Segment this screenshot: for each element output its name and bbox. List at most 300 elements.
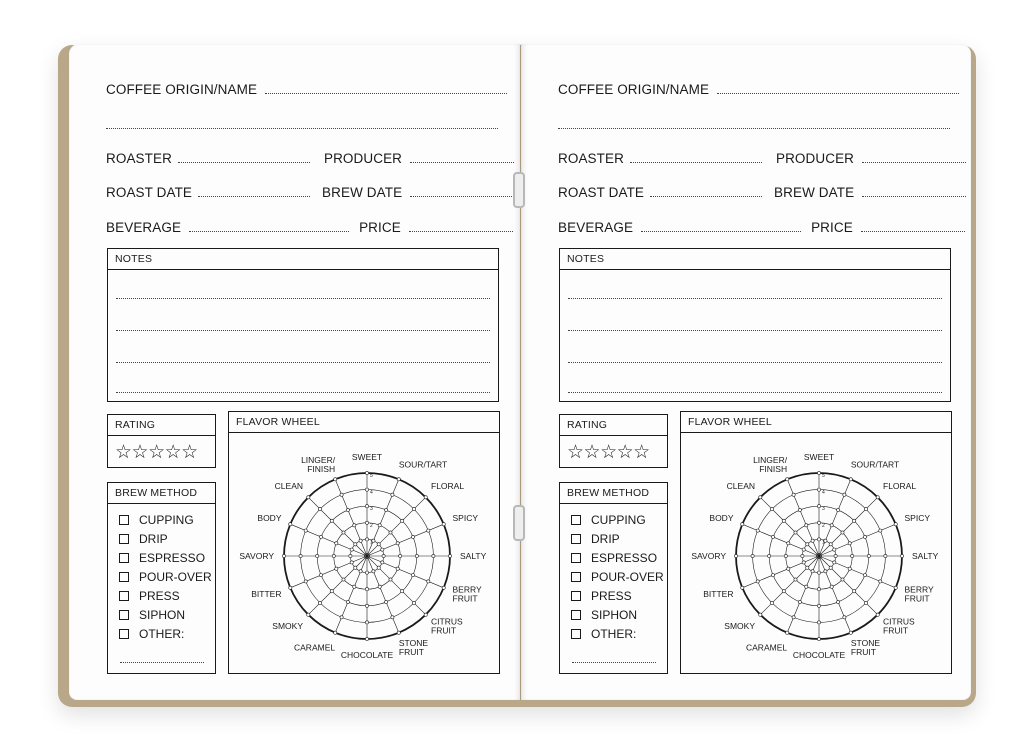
flavor-wheel-point[interactable] xyxy=(427,529,430,532)
flavor-wheel-point[interactable] xyxy=(412,507,415,510)
roaster-field[interactable] xyxy=(178,152,310,163)
flavor-wheel-point[interactable] xyxy=(853,590,856,593)
rating-label: RATING xyxy=(560,415,667,436)
flavor-wheel-point[interactable] xyxy=(782,590,785,593)
flavor-wheel-point[interactable] xyxy=(332,554,335,557)
flavor-attribute-label: CITRUS FRUIT xyxy=(431,616,463,636)
flavor-wheel-point[interactable] xyxy=(319,535,322,538)
flavor-wheel-scale-label: 5 xyxy=(822,473,825,479)
flavor-wheel-point[interactable] xyxy=(759,496,762,499)
flavor-wheel-point[interactable] xyxy=(401,590,404,593)
left-page xyxy=(69,44,520,700)
flavor-wheel-point[interactable] xyxy=(849,478,852,481)
rating-stars[interactable]: ☆☆☆☆☆ xyxy=(567,442,650,463)
checkbox[interactable] xyxy=(571,572,581,582)
notes-box[interactable] xyxy=(107,248,499,402)
flavor-wheel-point[interactable] xyxy=(792,493,795,496)
notes-box[interactable] xyxy=(559,248,951,402)
flavor-wheel-point[interactable] xyxy=(879,529,882,532)
coffee-origin-label: COFFEE ORIGIN/NAME xyxy=(106,82,258,97)
flavor-wheel-point[interactable] xyxy=(843,493,846,496)
flavor-wheel-point[interactable] xyxy=(817,488,820,491)
flavor-attribute-label: CLEAN xyxy=(726,481,755,491)
flavor-wheel-point[interactable] xyxy=(378,585,381,588)
flavor-wheel-point[interactable] xyxy=(837,600,840,603)
flavor-wheel-point[interactable] xyxy=(318,601,321,604)
flavor-wheel-point[interactable] xyxy=(770,601,773,604)
roast-date-field[interactable] xyxy=(198,186,310,197)
flavor-wheel-point[interactable] xyxy=(829,543,832,546)
flavor-wheel-point[interactable] xyxy=(349,554,352,557)
flavor-wheel-point[interactable] xyxy=(900,554,903,557)
flavor-wheel-point[interactable] xyxy=(817,637,820,640)
flavor-attribute-label: BITTER xyxy=(251,588,282,599)
brew-method-option[interactable] xyxy=(119,627,184,641)
right-page xyxy=(521,44,971,700)
flavor-attribute-label: SOUR/TART xyxy=(398,459,448,470)
flavor-wheel-spoke xyxy=(760,556,819,615)
flavor-wheel-point[interactable] xyxy=(802,561,805,564)
flavor-wheel-point[interactable] xyxy=(759,613,762,616)
flavor-wheel-spoke xyxy=(367,556,426,615)
notes-line[interactable] xyxy=(116,298,490,299)
flavor-wheel-point[interactable] xyxy=(342,531,345,534)
flavor-wheel-point[interactable] xyxy=(884,554,887,557)
flavor-attribute-label: STONE FRUIT xyxy=(398,638,429,657)
flavor-wheel xyxy=(229,434,499,672)
coffee-origin-field[interactable] xyxy=(265,83,507,94)
flavor-wheel-point[interactable] xyxy=(848,542,851,545)
checkbox[interactable] xyxy=(119,534,129,544)
flavor-wheel-point[interactable] xyxy=(353,524,356,527)
coffee-origin-field[interactable] xyxy=(717,83,959,94)
flavor-wheel-point[interactable] xyxy=(377,566,380,569)
flavor-wheel-point[interactable] xyxy=(863,574,866,577)
beverage-row xyxy=(558,220,965,235)
flavor-wheel-point[interactable] xyxy=(401,519,404,522)
brew-method-option-label: CUPPING xyxy=(139,513,194,527)
coffee-origin-row xyxy=(558,82,959,97)
flavor-wheel-point[interactable] xyxy=(354,566,357,569)
flavor-wheel-point[interactable] xyxy=(424,613,427,616)
flavor-wheel-point[interactable] xyxy=(365,621,368,624)
brew-method-option[interactable] xyxy=(119,551,205,565)
flavor-wheel-point[interactable] xyxy=(792,616,795,619)
flavor-wheel-point[interactable] xyxy=(817,571,820,574)
brew-method-option[interactable] xyxy=(571,570,664,584)
flavor-wheel-point[interactable] xyxy=(340,493,343,496)
flavor-wheel-point[interactable] xyxy=(794,578,797,581)
flavor-wheel-point[interactable] xyxy=(830,585,833,588)
roaster-label: ROASTER xyxy=(558,151,624,166)
flavor-wheel-point[interactable] xyxy=(798,600,801,603)
flavor-wheel-point[interactable] xyxy=(837,508,840,511)
price-label: PRICE xyxy=(359,220,401,235)
flavor-wheel-point[interactable] xyxy=(851,554,854,557)
other-method-field[interactable] xyxy=(572,662,656,663)
flavor-wheel-point[interactable] xyxy=(350,561,353,564)
roast-date-row xyxy=(558,185,966,200)
flavor-wheel-scale-label: 2 xyxy=(370,522,373,529)
flavor-wheel-point[interactable] xyxy=(427,580,430,583)
brew-method-option-label: PRESS xyxy=(591,589,632,603)
notes-line[interactable] xyxy=(116,392,490,393)
brew-date-field[interactable] xyxy=(862,186,966,197)
flavor-wheel-point[interactable] xyxy=(756,580,759,583)
flavor-wheel-point[interactable] xyxy=(863,535,866,538)
flavor-wheel-point[interactable] xyxy=(350,548,353,551)
flavor-wheel-label: FLAVOR WHEEL xyxy=(229,412,499,433)
brew-method-option[interactable] xyxy=(571,608,637,622)
brew-method-option-label: CUPPING xyxy=(591,513,646,527)
flavor-wheel-point[interactable] xyxy=(304,580,307,583)
flavor-wheel-point[interactable] xyxy=(307,613,310,616)
flavor-wheel-point[interactable] xyxy=(424,496,427,499)
flavor-wheel-point[interactable] xyxy=(741,586,744,589)
flavor-wheel-point[interactable] xyxy=(864,601,867,604)
roast-date-row xyxy=(106,185,514,200)
flavor-wheel-point[interactable] xyxy=(354,543,357,546)
flavor-wheel-point[interactable] xyxy=(734,554,737,557)
flavor-wheel-scale-label: 4 xyxy=(370,489,373,496)
flavor-wheel-point[interactable] xyxy=(359,539,362,542)
flavor-wheel-point[interactable] xyxy=(829,566,832,569)
checkbox[interactable] xyxy=(119,553,129,563)
flavor-wheel-label: FLAVOR WHEEL xyxy=(681,412,951,433)
coffee-log-form xyxy=(521,44,972,700)
flavor-wheel-point[interactable] xyxy=(399,554,402,557)
checkbox[interactable] xyxy=(571,629,581,639)
flavor-wheel-point[interactable] xyxy=(378,524,381,527)
flavor-attribute-label: SOUR/TART xyxy=(850,459,900,470)
flavor-wheel-point[interactable] xyxy=(802,548,805,551)
producer-field[interactable] xyxy=(862,152,966,163)
notes-line[interactable] xyxy=(568,298,942,299)
flavor-wheel-box xyxy=(680,411,952,674)
beverage-field[interactable] xyxy=(641,221,801,232)
checkbox[interactable] xyxy=(119,515,129,525)
roaster-field[interactable] xyxy=(630,152,762,163)
flavor-wheel-point[interactable] xyxy=(833,561,836,564)
flavor-wheel-point[interactable] xyxy=(385,600,388,603)
roast-date-label: ROAST DATE xyxy=(558,185,645,200)
checkbox[interactable] xyxy=(119,629,129,639)
flavor-wheel-point[interactable] xyxy=(381,561,384,564)
beverage-field[interactable] xyxy=(189,221,349,232)
flavor-wheel-point[interactable] xyxy=(841,578,844,581)
notes-line[interactable] xyxy=(116,362,490,363)
flavor-wheel-point[interactable] xyxy=(787,542,790,545)
brew-method-option[interactable] xyxy=(119,608,185,622)
flavor-wheel-point[interactable] xyxy=(299,554,302,557)
brew-method-option[interactable] xyxy=(571,589,632,603)
flavor-wheel-point[interactable] xyxy=(833,548,836,551)
producer-label: PRODUCER xyxy=(775,151,855,166)
flavor-wheel-point[interactable] xyxy=(768,554,771,557)
flavor-wheel-point[interactable] xyxy=(391,493,394,496)
flavor-wheel-point[interactable] xyxy=(316,554,319,557)
flavor-wheel-scale-label: 1 xyxy=(370,539,373,546)
flavor-wheel-point[interactable] xyxy=(787,567,790,570)
flavor-wheel-spoke xyxy=(819,497,878,556)
price-label: PRICE xyxy=(811,220,853,235)
flavor-wheel-point[interactable] xyxy=(397,631,400,634)
flavor-wheel-point[interactable] xyxy=(365,637,368,640)
rating-stars[interactable]: ☆☆☆☆☆ xyxy=(115,442,198,463)
flavor-wheel-point[interactable] xyxy=(411,535,414,538)
flavor-attribute-label: LINGER/ FINISH xyxy=(753,455,788,474)
flavor-attribute-label: SPICY xyxy=(904,513,931,524)
brew-date-field[interactable] xyxy=(410,186,514,197)
flavor-wheel-point[interactable] xyxy=(346,508,349,511)
flavor-wheel-point[interactable] xyxy=(330,590,333,593)
flavor-wheel-point[interactable] xyxy=(806,543,809,546)
flavor-wheel-point[interactable] xyxy=(377,543,380,546)
flavor-wheel-point[interactable] xyxy=(794,531,797,534)
flavor-wheel-point[interactable] xyxy=(307,496,310,499)
flavor-wheel-point[interactable] xyxy=(771,574,774,577)
coffee-origin-line-2[interactable] xyxy=(106,128,498,129)
flavor-attribute-label: SALTY xyxy=(912,551,939,561)
checkbox[interactable] xyxy=(119,572,129,582)
flavor-wheel-point[interactable] xyxy=(817,621,820,624)
price-field[interactable] xyxy=(409,221,513,232)
roaster-row xyxy=(106,151,514,166)
flavor-wheel-point[interactable] xyxy=(340,616,343,619)
notes-line[interactable] xyxy=(568,362,942,363)
flavor-wheel-point[interactable] xyxy=(798,508,801,511)
roaster-row xyxy=(558,151,966,166)
flavor-wheel-point[interactable] xyxy=(396,542,399,545)
flavor-attribute-label: CARAMEL xyxy=(746,642,788,653)
flavor-attribute-label: LINGER/ FINISH xyxy=(301,455,336,474)
flavor-wheel-point[interactable] xyxy=(389,578,392,581)
flavor-wheel-point[interactable] xyxy=(801,554,804,557)
flavor-wheel-point[interactable] xyxy=(811,570,814,573)
flavor-attribute-label: SPICY xyxy=(452,513,479,524)
flavor-wheel-point[interactable] xyxy=(330,519,333,522)
flavor-attribute-label: SMOKY xyxy=(724,621,755,631)
flavor-wheel-point[interactable] xyxy=(432,554,435,557)
other-method-field[interactable] xyxy=(120,662,204,663)
flavor-attribute-label: FLORAL xyxy=(431,481,465,491)
flavor-wheel-scale-label: 5 xyxy=(370,473,373,479)
flavor-wheel-point[interactable] xyxy=(365,604,368,607)
checkbox[interactable] xyxy=(571,610,581,620)
notebook-gutter xyxy=(514,44,528,700)
flavor-wheel-point[interactable] xyxy=(382,554,385,557)
flavor-wheel-point[interactable] xyxy=(876,496,879,499)
flavor-wheel xyxy=(681,434,951,672)
flavor-wheel-point[interactable] xyxy=(391,616,394,619)
flavor-wheel-scale-label: 3 xyxy=(370,506,373,513)
flavor-attribute-label: STONE FRUIT xyxy=(850,638,881,657)
flavor-wheel-point[interactable] xyxy=(289,523,292,526)
flavor-wheel-point[interactable] xyxy=(396,567,399,570)
flavor-attribute-label: BODY xyxy=(257,513,282,524)
brew-method-label: BREW METHOD xyxy=(108,483,215,504)
brew-method-option-label: DRIP xyxy=(591,532,620,546)
flavor-wheel-spoke xyxy=(760,497,819,556)
flavor-wheel-point[interactable] xyxy=(817,471,820,474)
flavor-attribute-label: CHOCOLATE xyxy=(340,650,394,660)
flavor-wheel-spoke xyxy=(819,556,878,615)
flavor-wheel-point[interactable] xyxy=(805,524,808,527)
flavor-wheel-point[interactable] xyxy=(824,570,827,573)
flavor-wheel-point[interactable] xyxy=(806,566,809,569)
brew-method-option-label: SIPHON xyxy=(139,608,186,622)
flavor-wheel-point[interactable] xyxy=(843,616,846,619)
flavor-attribute-label: CLEAN xyxy=(274,481,303,491)
flavor-wheel-point[interactable] xyxy=(353,585,356,588)
flavor-wheel-point[interactable] xyxy=(381,548,384,551)
brew-date-label: BREW DATE xyxy=(322,185,403,200)
coffee-origin-row xyxy=(106,82,507,97)
flavor-wheel-point[interactable] xyxy=(811,539,814,542)
flavor-wheel-point[interactable] xyxy=(770,507,773,510)
flavor-wheel-scale-label: 4 xyxy=(822,489,825,496)
flavor-wheel-point[interactable] xyxy=(365,571,368,574)
checkbox[interactable] xyxy=(571,553,581,563)
flavor-wheel-point[interactable] xyxy=(318,507,321,510)
flavor-wheel-point[interactable] xyxy=(397,478,400,481)
flavor-wheel-point[interactable] xyxy=(342,578,345,581)
roast-date-field[interactable] xyxy=(650,186,762,197)
flavor-attribute-label: SWEET xyxy=(803,452,835,462)
flavor-wheel-point[interactable] xyxy=(817,588,820,591)
beverage-label: BEVERAGE xyxy=(558,220,634,235)
flavor-wheel-point[interactable] xyxy=(389,531,392,534)
flavor-wheel-point[interactable] xyxy=(817,538,820,541)
rating-label: RATING xyxy=(108,415,215,436)
coffee-log-form xyxy=(69,44,520,700)
flavor-attribute-label: SAVORY xyxy=(691,551,726,561)
flavor-wheel-point[interactable] xyxy=(335,567,338,570)
flavor-wheel-point[interactable] xyxy=(442,523,445,526)
flavor-wheel-point[interactable] xyxy=(894,523,897,526)
brew-method-option[interactable] xyxy=(571,513,646,527)
checkbox[interactable] xyxy=(119,610,129,620)
flavor-wheel-point[interactable] xyxy=(365,521,368,524)
flavor-wheel-point[interactable] xyxy=(319,574,322,577)
brew-date-label: BREW DATE xyxy=(774,185,855,200)
brew-method-option[interactable] xyxy=(571,627,636,641)
coffee-origin-label: COFFEE ORIGIN/NAME xyxy=(558,82,710,97)
brew-method-option-label: OTHER: xyxy=(139,627,185,641)
checkbox[interactable] xyxy=(571,591,581,601)
flavor-wheel-point[interactable] xyxy=(784,554,787,557)
flavor-wheel-point[interactable] xyxy=(786,631,789,634)
brew-method-option[interactable] xyxy=(571,532,620,546)
flavor-wheel-point[interactable] xyxy=(365,505,368,508)
flavor-wheel-point[interactable] xyxy=(365,538,368,541)
flavor-wheel-point[interactable] xyxy=(771,535,774,538)
notes-label: NOTES xyxy=(560,249,950,270)
flavor-wheel-point[interactable] xyxy=(817,505,820,508)
flavor-wheel-point[interactable] xyxy=(805,585,808,588)
flavor-wheel-point[interactable] xyxy=(830,524,833,527)
flavor-wheel-point[interactable] xyxy=(442,586,445,589)
flavor-wheel-point[interactable] xyxy=(289,586,292,589)
brew-method-option[interactable] xyxy=(119,589,180,603)
coffee-origin-line-2[interactable] xyxy=(558,128,950,129)
flavor-wheel-point[interactable] xyxy=(372,570,375,573)
flavor-wheel-point[interactable] xyxy=(867,554,870,557)
brew-method-label: BREW METHOD xyxy=(560,483,667,504)
flavor-wheel-point[interactable] xyxy=(786,478,789,481)
flavor-wheel-point[interactable] xyxy=(415,554,418,557)
brew-method-option-label: POUR-OVER xyxy=(139,570,212,584)
producer-label: PRODUCER xyxy=(323,151,403,166)
flavor-wheel-point[interactable] xyxy=(412,601,415,604)
flavor-wheel-point[interactable] xyxy=(751,554,754,557)
flavor-attribute-label: SWEET xyxy=(351,452,383,462)
brew-method-option-label: SIPHON xyxy=(591,608,638,622)
flavor-wheel-point[interactable] xyxy=(834,554,837,557)
flavor-wheel-point[interactable] xyxy=(817,521,820,524)
flavor-attribute-label: SMOKY xyxy=(272,621,303,631)
flavor-wheel-box xyxy=(228,411,500,674)
notes-line[interactable] xyxy=(116,330,490,331)
flavor-wheel-spoke xyxy=(308,556,367,615)
flavor-wheel-point[interactable] xyxy=(334,631,337,634)
flavor-wheel-point[interactable] xyxy=(879,580,882,583)
brew-method-option-label: OTHER: xyxy=(591,627,637,641)
flavor-wheel-point[interactable] xyxy=(385,508,388,511)
notes-line[interactable] xyxy=(568,330,942,331)
flavor-wheel-point[interactable] xyxy=(756,529,759,532)
flavor-wheel-point[interactable] xyxy=(741,523,744,526)
flavor-wheel-point[interactable] xyxy=(841,531,844,534)
flavor-attribute-label: CITRUS FRUIT xyxy=(883,616,915,636)
flavor-wheel-point[interactable] xyxy=(335,542,338,545)
brew-method-option[interactable] xyxy=(119,570,212,584)
roast-date-label: ROAST DATE xyxy=(106,185,193,200)
flavor-wheel-point[interactable] xyxy=(365,471,368,474)
checkbox[interactable] xyxy=(119,591,129,601)
flavor-wheel-point[interactable] xyxy=(817,604,820,607)
flavor-wheel-point[interactable] xyxy=(849,631,852,634)
flavor-wheel-point[interactable] xyxy=(894,586,897,589)
checkbox[interactable] xyxy=(571,515,581,525)
flavor-wheel-point[interactable] xyxy=(876,613,879,616)
checkbox[interactable] xyxy=(571,534,581,544)
flavor-wheel-point[interactable] xyxy=(448,554,451,557)
flavor-wheel-point[interactable] xyxy=(359,570,362,573)
flavor-wheel-point[interactable] xyxy=(411,574,414,577)
flavor-wheel-point[interactable] xyxy=(782,519,785,522)
flavor-wheel-point[interactable] xyxy=(365,588,368,591)
notes-line[interactable] xyxy=(568,392,942,393)
flavor-wheel-point[interactable] xyxy=(282,554,285,557)
flavor-attribute-label: BERRY FRUIT xyxy=(904,584,934,604)
brew-method-option[interactable] xyxy=(571,551,657,565)
price-field[interactable] xyxy=(861,221,965,232)
flavor-wheel-point[interactable] xyxy=(346,600,349,603)
brew-method-option-label: POUR-OVER xyxy=(591,570,664,584)
flavor-wheel-point[interactable] xyxy=(334,478,337,481)
producer-field[interactable] xyxy=(410,152,514,163)
flavor-wheel-point[interactable] xyxy=(864,507,867,510)
flavor-attribute-label: FLORAL xyxy=(883,481,917,491)
flavor-wheel-point[interactable] xyxy=(853,519,856,522)
flavor-wheel-point[interactable] xyxy=(304,529,307,532)
flavor-wheel-point[interactable] xyxy=(365,488,368,491)
brew-method-option[interactable] xyxy=(119,532,168,546)
flavor-wheel-point[interactable] xyxy=(848,567,851,570)
brew-method-option-label: ESPRESSO xyxy=(591,551,658,565)
brew-method-option[interactable] xyxy=(119,513,194,527)
